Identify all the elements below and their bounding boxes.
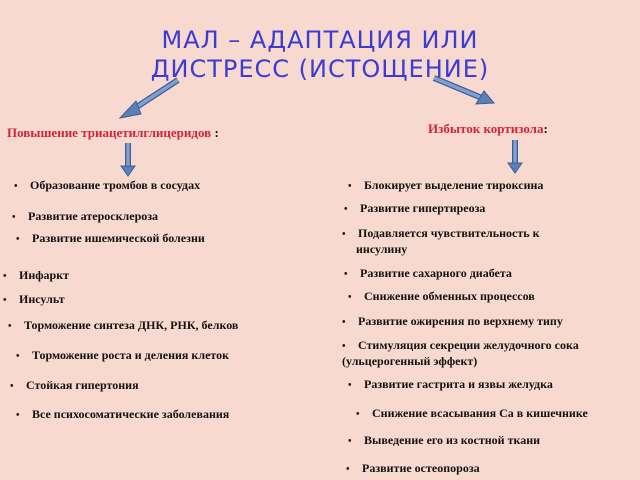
bullet-icon: • — [344, 269, 348, 280]
bullet-icon: • — [342, 341, 346, 352]
right-item-diabetes — [344, 266, 512, 282]
right-item-label: (ульцерогенный эффект) — [342, 354, 478, 368]
bullet-icon: • — [16, 234, 20, 245]
title-line-1: МАЛ – АДАПТАЦИЯ ИЛИ — [161, 26, 479, 54]
left-item-label: Развитие атеросклероза — [28, 209, 159, 223]
right-item-bone — [348, 433, 540, 449]
bullet-icon: • — [348, 380, 352, 391]
right-item-obesity — [342, 314, 563, 330]
left-item-label: Инсульт — [19, 292, 65, 306]
page-title — [0, 26, 640, 84]
bullet-icon: • — [16, 351, 20, 362]
bullet-icon: • — [342, 317, 346, 328]
bullet-icon: • — [348, 292, 352, 303]
bullet-icon: • — [3, 271, 7, 282]
right-item-insulin — [342, 226, 540, 242]
bullet-icon: • — [342, 229, 346, 240]
right-item-label: Снижение обменных процессов — [364, 289, 535, 303]
left-heading — [7, 125, 219, 141]
left-item-label: Инфаркт — [19, 268, 70, 282]
right-heading — [428, 121, 548, 137]
right-item-calcium — [356, 406, 588, 422]
left-item-stroke — [3, 292, 65, 308]
right-item-hyperthyroidism — [344, 201, 485, 217]
bullet-icon: • — [14, 181, 18, 192]
left-item-psychosomatic — [16, 407, 229, 423]
right-item-gastritis — [348, 377, 553, 393]
right-item-gastric-cont — [342, 354, 477, 369]
bullet-icon: • — [348, 181, 352, 192]
left-item-ischemic — [16, 231, 205, 247]
left-item-growth — [16, 348, 229, 364]
left-item-label: Торможение роста и деления клеток — [32, 348, 230, 362]
right-item-label: Развитие сахарного диабета — [360, 266, 512, 280]
right-item-osteoporosis — [346, 461, 480, 477]
right-heading-text: Избыток кортизола — [428, 121, 544, 136]
right-item-label: Выведение его из костной ткани — [364, 433, 541, 447]
bullet-icon: • — [3, 295, 7, 306]
left-item-label: Развитие ишемической болезни — [32, 231, 205, 245]
right-item-label: Стимуляция секреции желудочного сока — [358, 338, 579, 352]
right-item-label: Развитие остеопороза — [362, 461, 480, 475]
bullet-icon: • — [8, 321, 12, 332]
right-item-label: Подавляется чувствительность к — [358, 226, 540, 240]
right-item-thyroxine — [348, 178, 543, 194]
bullet-icon: • — [348, 436, 352, 447]
left-item-infarct — [3, 268, 69, 284]
bullet-icon: • — [344, 204, 348, 215]
left-item-label: Торможение синтеза ДНК, РНК, белков — [24, 318, 239, 332]
right-item-insulin-cont — [356, 242, 407, 257]
right-item-gastric — [342, 338, 579, 354]
right-item-label: Развитие гастрита и язвы желудка — [364, 377, 553, 391]
right-item-label: Развитие гипертиреоза — [360, 201, 486, 215]
bullet-icon: • — [10, 381, 14, 392]
left-heading-text: Повышение триацетилглицеридов — [7, 125, 212, 140]
right-item-label: Снижение всасывания Са в кишечнике — [372, 406, 588, 420]
right-item-label: Блокирует выделение тироксина — [364, 178, 544, 192]
bullet-icon: • — [346, 464, 350, 475]
left-item-label: Образование тромбов в сосудах — [30, 178, 201, 192]
right-item-label: Развитие ожирения по верхнему типу — [358, 314, 563, 328]
right-item-label: инсулину — [356, 242, 408, 256]
bullet-icon: • — [356, 409, 360, 420]
left-item-synthesis — [8, 318, 238, 334]
left-item-thrombosis — [14, 178, 200, 194]
left-heading-colon: : — [211, 125, 219, 140]
title-line-2: ДИСТРЕСС (ИСТОЩЕНИЕ) — [150, 55, 490, 83]
left-item-label: Все психосоматические заболевания — [32, 407, 230, 421]
right-heading-colon: : — [543, 121, 548, 136]
left-item-hypertension — [10, 378, 139, 394]
bullet-icon: • — [16, 410, 20, 421]
bullet-icon: • — [12, 212, 16, 223]
left-item-label: Стойкая гипертония — [26, 378, 139, 392]
right-item-metabolism — [348, 289, 535, 305]
left-item-atherosclerosis — [12, 209, 158, 225]
